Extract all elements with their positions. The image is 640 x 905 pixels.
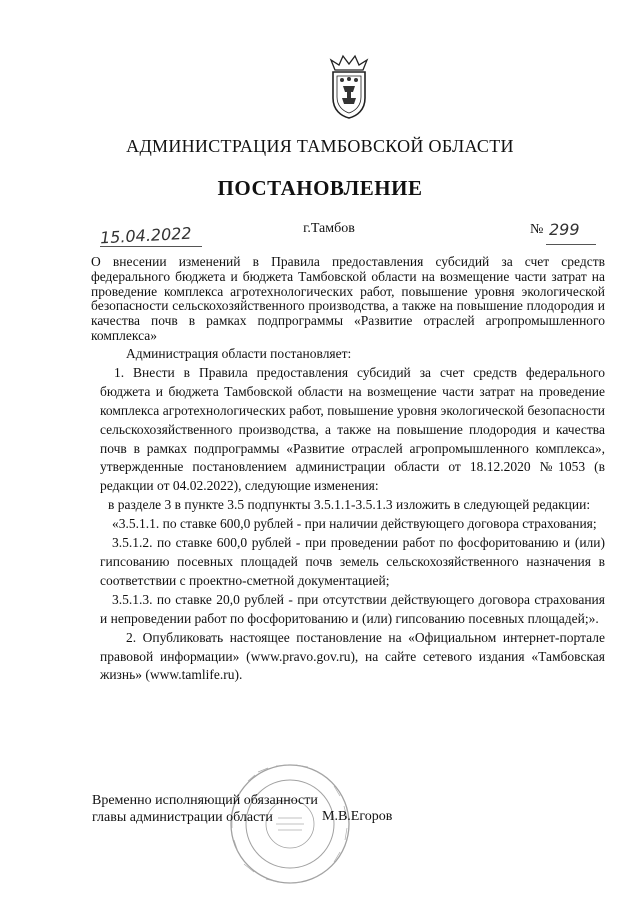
signatory-name: М.В.Егоров [322, 809, 393, 824]
body-paragraph: в разделе 3 в пункте 3.5 подпункты 3.5.1.1-3.5.1.3 изложить в следующей редакции: [108, 497, 591, 513]
number-label: № [530, 222, 544, 237]
document-subject: О внесении изменений в Правила предоставления субсидий за счет средств федерального бюджета и бюджета Тамбовской области на возмещение части затрат на проведение комплекса агротехнологических работ, повышение уровня экологической безопасности сельскохозяйственного производства, а также на повышение плодородия и качества почв в рамках подпрограммы «Развитие отраслей агропромышленного комплекса» [91, 254, 605, 343]
body-paragraph: «3.5.1.1. по ставке 600,0 рублей - при наличии действующего договора страхования; [112, 516, 597, 532]
signature-position-line1: Временно исполняющий обязанности [92, 793, 318, 808]
signature-position-line2: главы администрации области [92, 810, 273, 825]
body-paragraph: Администрация области постановляет: [126, 346, 352, 361]
body-paragraph: 1. Внести в Правила предоставления субсидий за счет средств федерального бюджета и бюджета Тамбовской области на возмещение части затрат на проведение комплекса агротехнологических работ, повышение уровня экологической безопасности сельскохозяйственного производства, а также на повышение плодородия и качества почв в рамках подпрограммы «Развитие отраслей агропромышленного комплекса», утвержденные постановлением администрации области от 18.12.2020 №1053 (в редакции от 04.02.2022), следующие изменения: [100, 364, 605, 494]
body-paragraph: 3.5.1.3. по ставке 20,0 рублей - при отсутствии действующего договора страхования и непроведении работ по фосфоритованию и (или) гипсованию посевных площадей;». [100, 591, 605, 626]
organization-name: АДМИНИСТРАЦИЯ ТАМБОВСКОЙ ОБЛАСТИ [126, 136, 514, 156]
body-paragraph: 3.5.1.2. по ставке 600,0 рублей - при проведении работ по фосфоритованию и (или) гипсованию посевных площадей почв земель сельскохозяйственного назначения в соответствии с проектно-сметной документацией; [100, 535, 605, 588]
document-number: 299 [549, 220, 580, 239]
body-paragraph: 2. Опубликовать настоящее постановление на «Официальном интернет-портале правовой информации» (www.pravo.gov.ru), на сайте сетевого издания «Тамбовская жизнь» (www.tamlife.ru). [100, 629, 605, 683]
document-body [100, 345, 605, 685]
document-type: ПОСТАНОВЛЕНИЕ [217, 176, 423, 200]
document-city: г.Тамбов [303, 221, 355, 236]
signature-block [92, 792, 318, 826]
document-date: 15.04.2022 [99, 223, 193, 248]
date-underline [100, 246, 202, 247]
number-underline [546, 244, 596, 245]
coat-of-arms-icon [321, 52, 377, 120]
